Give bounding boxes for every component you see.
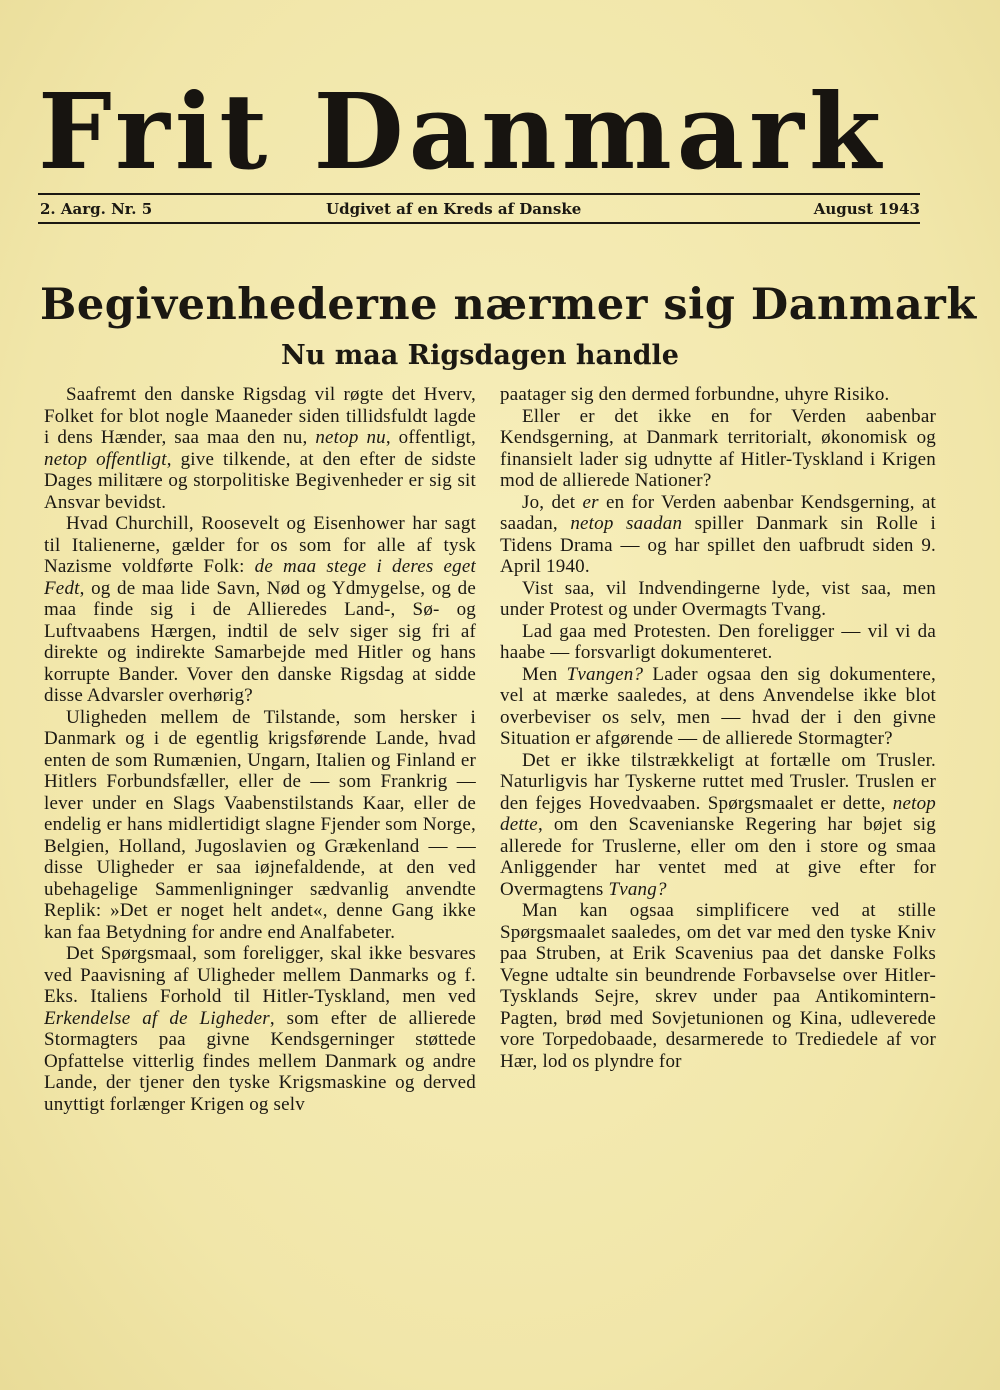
paragraph-text: Det er ikke tilstrækkeligt at fortælle om Trusler. Naturligvis har Tyskerne ruttet med Trusler. Truslen er den fejges Hovedvaaben. Spørgsmaalet er dette, xyxy=(500,749,936,814)
paragraph-text: Jo, det xyxy=(522,491,583,513)
emphasized-text: netop nu xyxy=(315,427,386,448)
paragraph-text: Uligheden mellem de Tilstande, som hersker i Danmark og i de egentlig krigsførende Lande, hvad enten de som Rumænien, Ungarn, Italien og Finland er Hitlers Forbundsfæller, eller de — som Frankrig — lever under en Slags Vaabenstilstands Kaar, eller de endelig er hans midlertidigt slagne Fjender som Norge, Belgien, Holland, Jugoslavien og Grækenland — — disse Uligheder er saa iøjnefaldende, at den ved ubehagelige Sammenligninger sædvanlig anvendte Replik: »Det er noget helt andet«, denne Gang ikke kan faa Betydning for andre end Analfabeter. xyxy=(44,706,476,943)
emphasized-text: Erkendelse af de Ligheder xyxy=(44,1007,270,1029)
paragraph-text: spiller Danmark sin Rolle i Tidens Drama — og har spillet den uafbrudt siden 9. April 1940. xyxy=(500,513,936,577)
issue-date: August 1943 xyxy=(813,200,920,218)
paragraph-text: Men xyxy=(522,663,567,685)
article-right-column xyxy=(500,384,936,1304)
article-paragraph xyxy=(500,384,936,406)
article-headline: Begivenhederne nærmer sig Danmark xyxy=(40,280,977,330)
article-paragraph xyxy=(500,578,936,621)
emphasized-text: er xyxy=(582,491,599,513)
article-paragraph xyxy=(44,384,476,513)
emphasized-text: netop offentligt xyxy=(44,448,167,470)
paragraph-text: Hvad Churchill, Roosevelt og Eisenhower har sagt til Italienerne, gælder for os som for alle af tysk Nazisme voldførte Folk: xyxy=(44,513,476,577)
article-paragraph xyxy=(500,664,936,750)
paragraph-text: paatager sig den dermed forbundne, uhyre Risiko. xyxy=(500,384,890,405)
article-paragraph xyxy=(500,750,936,901)
paragraph-text: Vist saa, vil Indvendingerne lyde, vist saa, men under Protest og under Overmagts Tvang. xyxy=(500,577,936,620)
paragraph-text: , give tilkende, at den efter de sidste Dages militære og storpolitiske Begivenheder er sig sit Ansvar bevidst. xyxy=(44,448,476,513)
article-paragraph xyxy=(500,406,936,492)
article-subheadline: Nu maa Rigsdagen handle xyxy=(281,340,679,371)
article-paragraph xyxy=(44,513,476,707)
article-paragraph xyxy=(500,492,936,578)
paragraph-text: Man kan ogsaa simplificere ved at stille Spørgsmaalet saaledes, om det var med den tyske Kniv paa Struben, at Erik Scavenius paa det danske Folks Vegne udtalte sin beundrende Forbavselse over Hitler-Tysklands Sejre, skrev under paa Antikomintern-Pagten, brød med Sovjetunionen og Kina, udleverede vore Torpedobaade, desarmerede to Trediedele af vor Hær, lod os plyndre for xyxy=(500,900,936,1072)
paragraph-text: , og de maa lide Savn, Nød og Ydmygelse, og de maa finde sig i de Allieredes Land-, Sø- og Luftvaabens Hærgen, indtil de selv siger sig fri af direkte og indirekte Samarbejde med Hitler og hans korrupte Bander. Vover den danske Rigsdag at sidde disse Advarsler overhørig? xyxy=(44,577,476,706)
masthead-top-rule xyxy=(38,193,920,195)
masthead-title: Frit Danmark xyxy=(38,78,887,186)
article-paragraph xyxy=(44,943,476,1115)
emphasized-text: Tvang? xyxy=(608,878,667,900)
paragraph-text: , som efter de allierede Stormagters paa givne Kendsgerninger støttede Opfattelse vitterlig findes mellem Danmark og andre Lande, der tjener den tyske Krigsmaskine og derved unyttigt forlænger Krigen og selv xyxy=(44,1007,476,1115)
paragraph-text: en for Verden aabenbar Kendsgerning, at saadan, xyxy=(500,491,936,534)
masthead-info-line xyxy=(38,197,920,221)
paragraph-text: Saafremt den danske Rigsdag vil røgte det Hverv, Folket for blot nogle Maaneder siden tillidsfuldt lagde i dens Hænder, saa maa den nu, xyxy=(44,384,476,448)
emphasized-text: Tvangen? xyxy=(566,663,644,685)
article-left-column xyxy=(44,384,476,1304)
article-paragraph xyxy=(500,621,936,664)
paragraph-text: Lader ogsaa den sig dokumentere, vel at mærke saaledes, at dens Anvendelse ikke blot overbeviser os selv, men — hvad der i den givne Situation er afgørende — de allierede Stormagter? xyxy=(500,663,936,749)
issue-number: 2. Aarg. Nr. 5 xyxy=(40,200,153,218)
article-paragraph xyxy=(44,707,476,944)
article-paragraph xyxy=(500,900,936,1072)
paragraph-text: Eller er det ikke en for Verden aabenbar Kendsgerning, at Danmark territorialt, økonomisk og finansielt lader sig udnytte af Hitler-Tyskland i Krigen mod de allierede Nationer? xyxy=(500,405,936,491)
paragraph-text: Det Spørgsmaal, som foreligger, skal ikke besvares ved Paavisning af Uligheder mellem Danmarks og f. Eks. Italiens Forhold til Hitler-Tyskland, men ved xyxy=(44,943,476,1007)
emphasized-text: netop dette xyxy=(500,792,936,835)
paragraph-text: Lad gaa med Protesten. Den foreligger — vil vi da haabe — forsvarligt dokumenteret. xyxy=(500,620,936,663)
paragraph-text: , om den Scavenianske Regering har bøjet sig allerede for Truslerne, eller om den i store og smaa Anliggender har ventet med at give efter for Overmagtens xyxy=(500,814,936,900)
masthead-bottom-rule xyxy=(38,222,920,224)
paragraph-text: , offentligt, xyxy=(385,427,476,448)
emphasized-text: de maa stege i deres eget Fedt xyxy=(44,556,476,599)
publisher-line: Udgivet af en Kreds af Danske xyxy=(326,200,582,218)
emphasized-text: netop saadan xyxy=(570,513,683,534)
